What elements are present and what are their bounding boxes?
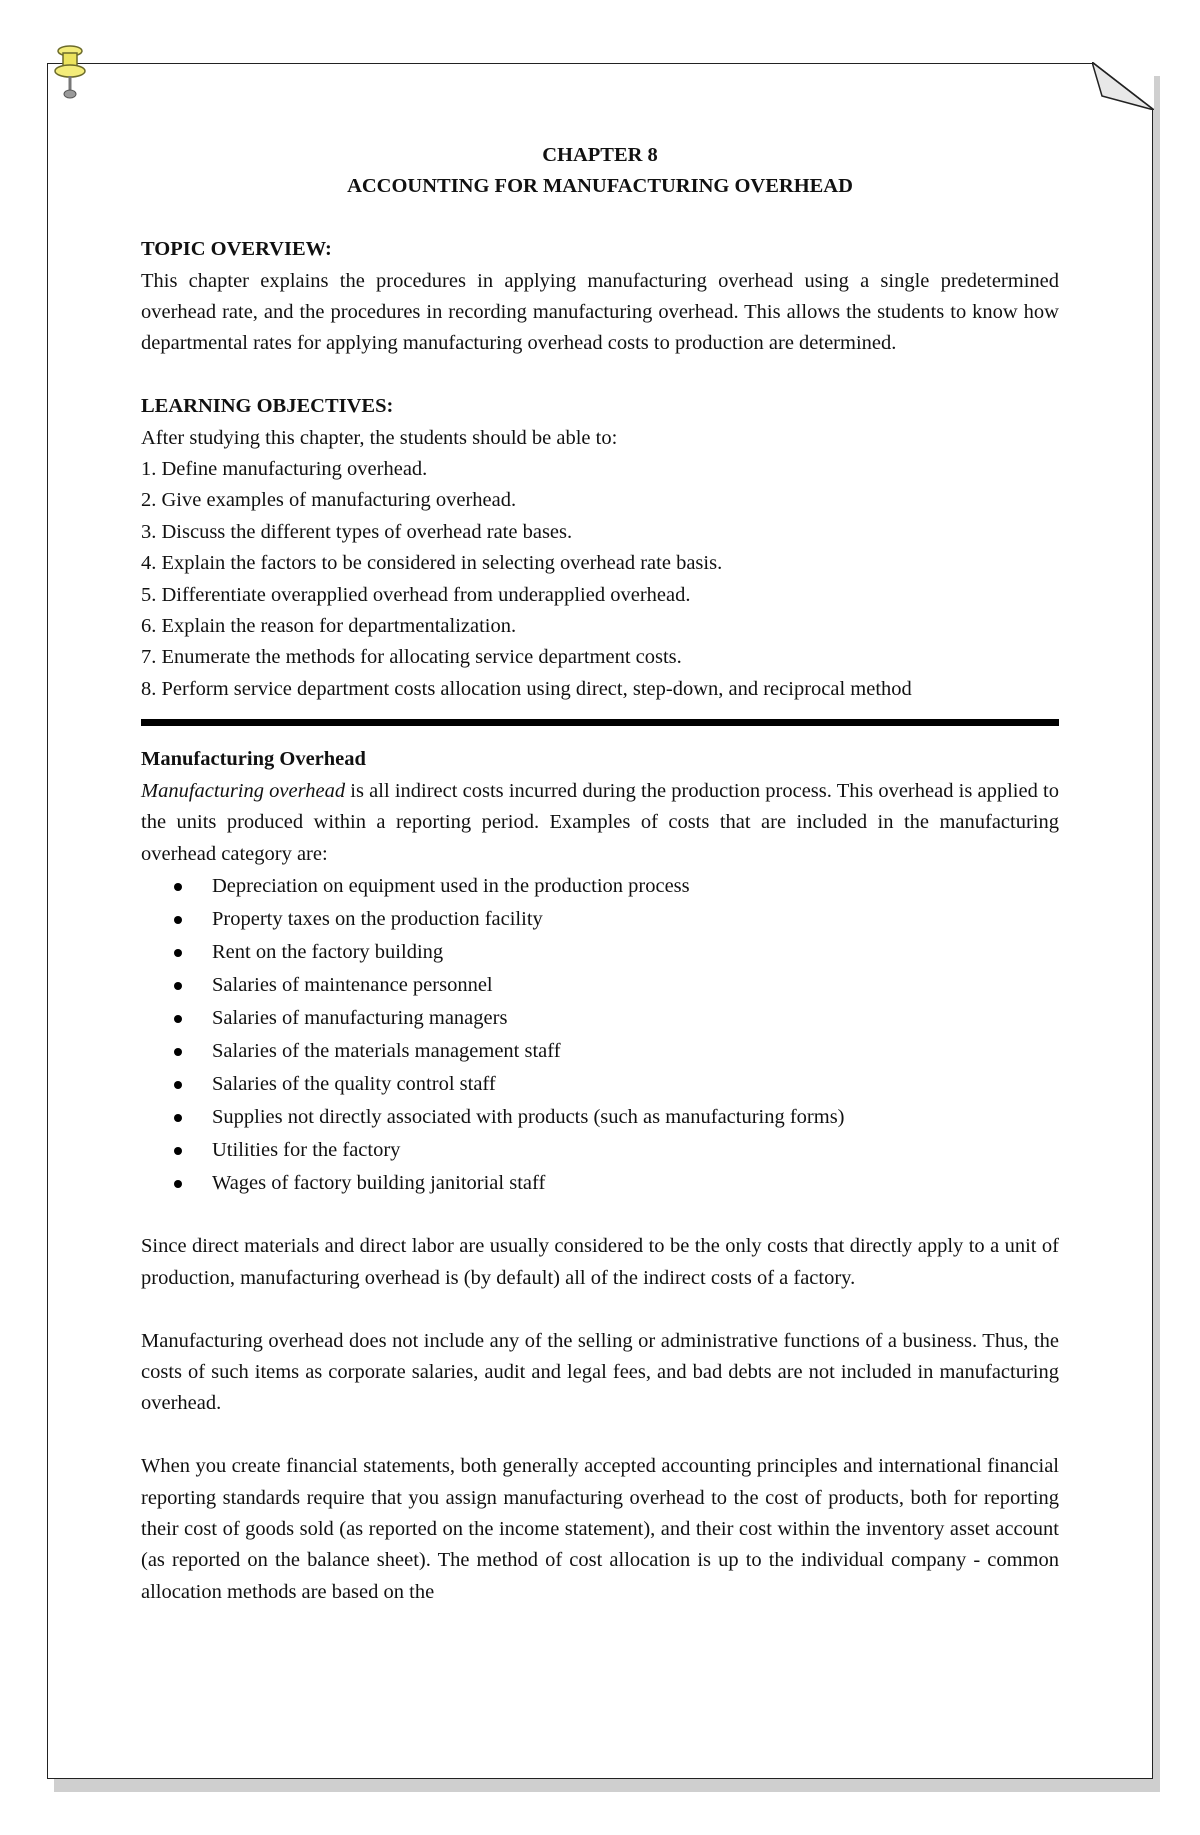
page-corner-fold-icon (1092, 62, 1154, 110)
list-item: Salaries of manufacturing managers (212, 1002, 1059, 1035)
list-item: Salaries of the materials management staff (212, 1035, 1059, 1068)
list-item: Wages of factory building janitorial staff (212, 1167, 1059, 1200)
objective-item: 2. Give examples of manufacturing overhead. (141, 489, 517, 512)
objective-item: 7. Enumerate the methods for allocating service department costs. (141, 646, 682, 669)
section-divider (141, 719, 1059, 726)
objective-item: 4. Explain the factors to be considered in selecting overhead rate basis. (141, 552, 723, 575)
objective-item: 3. Discuss the different types of overhead rate bases. (141, 520, 573, 543)
list-item: Supplies not directly associated with products (such as manufacturing forms) (212, 1101, 1059, 1134)
chapter-number: CHAPTER 8 (542, 144, 658, 166)
definition-text: is all indirect costs incurred during the production process. This overhead is applied to the units produced within a reporting period. Examples of costs that are included in the manufacturing overhead category are: (141, 779, 1059, 865)
overhead-examples-list (141, 870, 1059, 1200)
learning-objectives-list (141, 454, 1059, 705)
list-item: Depreciation on equipment used in the production process (212, 870, 1059, 903)
objective-item: 8. Perform service department costs allocation using direct, step-down, and reciprocal method (141, 677, 912, 700)
objective-item: 5. Differentiate overapplied overhead from underapplied overhead. (141, 583, 691, 606)
learning-objectives-intro: After studying this chapter, the students should be able to: (141, 426, 618, 449)
list-item: Utilities for the factory (212, 1134, 1059, 1167)
document-content (141, 140, 1059, 1608)
list-item: Rent on the factory building (212, 936, 1059, 969)
manufacturing-overhead-heading: Manufacturing Overhead (141, 748, 366, 771)
paragraph-direct-costs: Since direct materials and direct labor are usually considered to be the only costs that directly apply to a unit of production, manufacturing overhead is (by default) all of the indirect costs of a factory. (141, 1235, 1059, 1289)
learning-objectives-heading: LEARNING OBJECTIVES: (141, 395, 394, 418)
topic-overview-text: This chapter explains the procedures in applying manufacturing overhead using a single predetermined overhead rate, and the procedures in recording manufacturing overhead. This allows the students to know how departmental rates for applying manufacturing overhead costs to production are determined. (141, 269, 1059, 355)
topic-overview-heading: TOPIC OVERVIEW: (141, 238, 332, 261)
defined-term: Manufacturing overhead (141, 779, 346, 802)
list-item: Property taxes on the production facility (212, 903, 1059, 936)
list-item: Salaries of the quality control staff (212, 1068, 1059, 1101)
list-item: Salaries of maintenance personnel (212, 969, 1059, 1002)
objective-item: 6. Explain the reason for departmentalization. (141, 615, 517, 638)
pushpin-icon (52, 44, 88, 100)
paragraph-exclusions: Manufacturing overhead does not include any of the selling or administrative functions of a business. Thus, the costs of such items as corporate salaries, audit and legal fees, and bad debts are not included in manufacturing overhead. (141, 1329, 1059, 1415)
objective-item: 1. Define manufacturing overhead. (141, 458, 428, 481)
chapter-title: ACCOUNTING FOR MANUFACTURING OVERHEAD (347, 175, 853, 198)
paragraph-financial-statements: When you create financial statements, both generally accepted accounting principles and international financial reporting standards require that you assign manufacturing overhead to the cost of products, both for reporting their cost of goods sold (as reported on the income statement), and their cost within the inventory asset account (as reported on the balance sheet). The method of cost allocation is up to the individual company - common allocation methods are based on the (141, 1455, 1059, 1603)
manufacturing-overhead-definition (141, 776, 1059, 870)
